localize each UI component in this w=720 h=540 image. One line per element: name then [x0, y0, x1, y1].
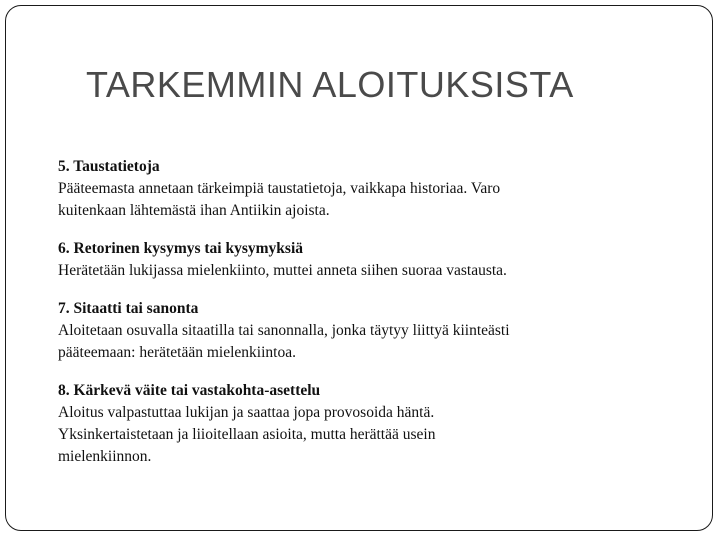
slide-frame — [5, 5, 713, 531]
section-heading: 8. Kärkevä väite tai vastakohta-asettelu — [58, 382, 321, 399]
section-text-line: Pääteemasta annetaan tärkeimpiä taustatietoja, vaikkapa historiaa. Varo — [58, 180, 501, 197]
section-heading: 7. Sitaatti tai sanonta — [58, 300, 199, 317]
section-text-line: Yksinkertaistetaan ja liioitellaan asioita, mutta herättää usein — [58, 426, 436, 443]
section-text-line: Herätetään lukijassa mielenkiinto, muttei anneta siihen suoraa vastausta. — [58, 262, 507, 279]
section-karkeva-vaite — [58, 380, 668, 468]
section-heading: 6. Retorinen kysymys tai kysymyksiä — [58, 240, 304, 257]
section-text-line: kuitenkaan lähtemästä ihan Antiikin ajoista. — [58, 202, 330, 219]
section-sitaatti — [58, 298, 668, 364]
section-taustatietoja — [58, 156, 668, 222]
section-text-line: pääteemaan: herätetään mielenkiintoa. — [58, 344, 296, 361]
slide-content — [58, 156, 668, 484]
section-heading: 5. Taustatietoja — [58, 158, 160, 175]
section-retorinen-kysymys — [58, 238, 668, 282]
section-text-line: Aloitetaan osuvalla sitaatilla tai sanonnalla, jonka täytyy liittyä kiinteästi — [58, 322, 510, 339]
section-text-line: mielenkiinnon. — [58, 448, 152, 465]
slide-title: TARKEMMIN ALOITUKSISTA — [86, 64, 574, 105]
section-text-line: Aloitus valpastuttaa lukijan ja saattaa jopa provosoida häntä. — [58, 404, 435, 421]
